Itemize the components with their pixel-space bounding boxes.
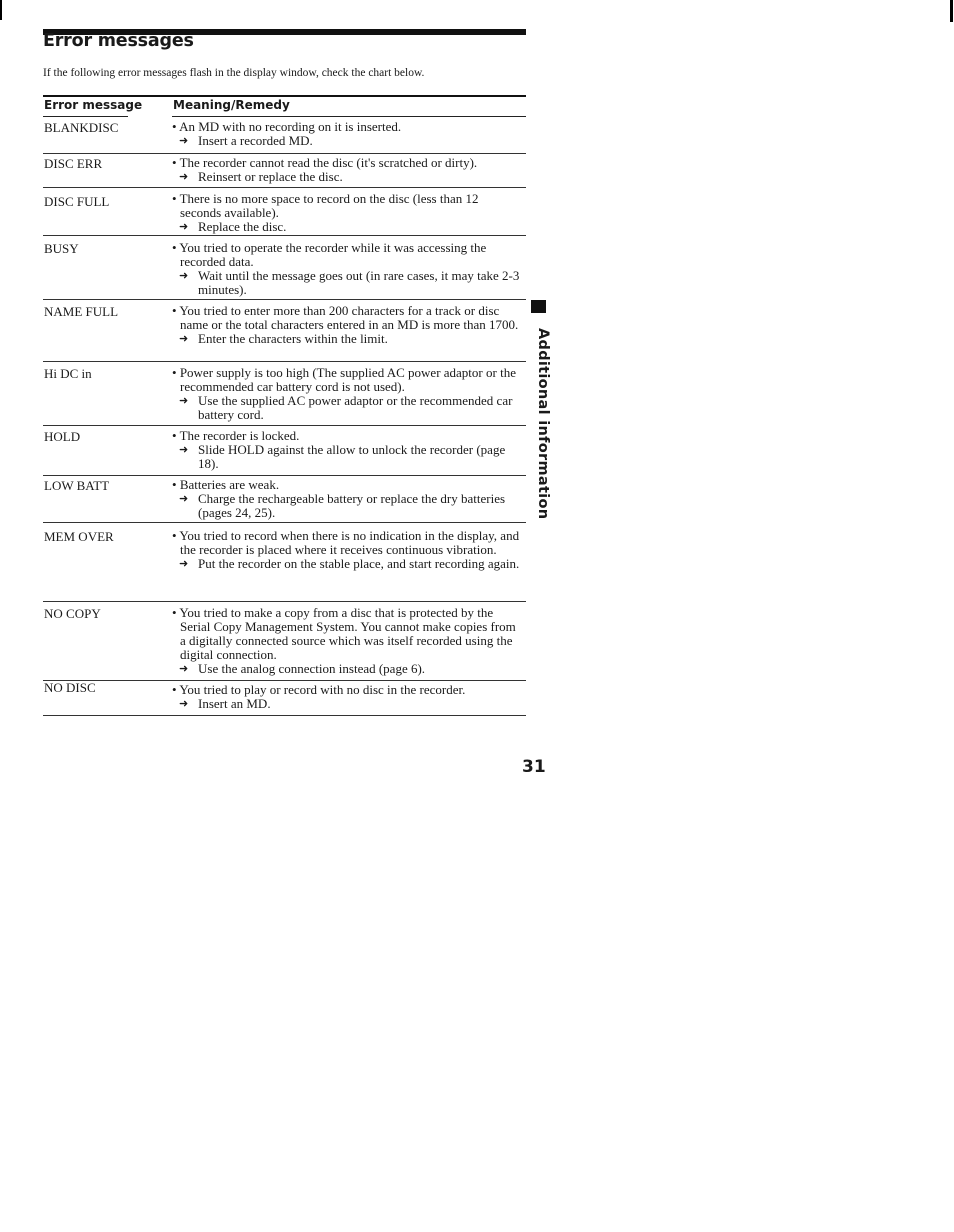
header-underline-right [172,116,526,117]
row-separator [43,601,526,602]
arrow-icon: ➜ [179,221,189,233]
edge-mark-right [950,0,953,22]
remedy-text: ➜ Wait until the message goes out (in rare cases, it may take 2-3 minutes). [179,268,520,297]
arrow-icon: ➜ [179,493,189,505]
remedy-text: ➜ Insert an MD. [179,696,271,711]
error-description [172,606,522,676]
arrow-icon: ➜ [179,171,189,183]
table-bottom-rule [43,715,526,716]
cause-text: • An MD with no recording on it is inserted. [172,119,402,134]
error-code: DISC FULL [44,194,110,209]
error-code: NO DISC [44,680,96,695]
page-number: 31 [522,757,546,777]
remedy-text: ➜ Replace the disc. [179,219,287,234]
error-code: BLANKDISC [44,120,119,135]
error-code: NAME FULL [44,304,119,319]
row-separator [43,299,526,300]
error-description [172,529,522,571]
error-description [172,304,522,346]
column-header-error-message: Error message [44,98,143,112]
row-separator [43,235,526,236]
cause-text: • The recorder is locked. [172,428,300,443]
remedy-text: ➜ Use the analog connection instead (page 6). [179,661,426,676]
error-description [172,429,522,471]
edge-mark-left [0,0,2,20]
row-separator [43,361,526,362]
header-underline-left [43,116,128,117]
cause-text: • You tried to record when there is no indication in the display, and the recorder is placed where it receives continuous vibration. [172,528,520,557]
remedy-text: ➜ Reinsert or replace the disc. [179,169,343,184]
cause-text: • You tried to enter more than 200 characters for a track or disc name or the total characters entered in an MD is more than 1700. [172,303,519,332]
error-code: LOW BATT [44,478,110,493]
cause-text: • You tried to operate the recorder while it was accessing the recorded data. [172,240,487,269]
row-separator [43,522,526,523]
arrow-icon: ➜ [179,558,189,570]
section-side-label: Additional information [535,328,551,520]
remedy-text: ➜ Slide HOLD against the allow to unlock the recorder (page 18). [179,442,506,471]
error-description [172,241,522,297]
cause-text: • Power supply is too high (The supplied AC power adaptor or the recommended car battery cord is not used). [172,365,516,394]
error-description [172,478,522,520]
row-separator [43,425,526,426]
error-code: HOLD [44,429,81,444]
error-code: Hi DC in [44,366,92,381]
page-title: Error messages [43,31,194,51]
error-description [172,366,522,422]
remedy-text: ➜ Put the recorder on the stable place, and start recording again. [179,556,520,571]
remedy-text: ➜ Enter the characters within the limit. [179,331,388,346]
row-separator [43,680,526,681]
error-code: MEM OVER [44,529,114,544]
arrow-icon: ➜ [179,270,189,282]
cause-text: • You tried to play or record with no disc in the recorder. [172,682,466,697]
column-header-meaning-remedy: Meaning/Remedy [173,98,290,112]
arrow-icon: ➜ [179,698,189,710]
remedy-text: ➜ Charge the rechargeable battery or replace the dry batteries (pages 24, 25). [179,491,506,520]
arrow-icon: ➜ [179,663,189,675]
cause-text: • Batteries are weak. [172,477,280,492]
cause-text: • You tried to make a copy from a disc that is protected by the Serial Copy Management System. You cannot make copies from a digitally connected source which was itself recorded using the digital connection. [172,605,516,662]
table-top-rule [43,95,526,97]
cause-text: • The recorder cannot read the disc (it's scratched or dirty). [172,155,478,170]
error-description [172,683,522,711]
intro-text: If the following error messages flash in the display window, check the chart below. [43,67,425,79]
arrow-icon: ➜ [179,333,189,345]
error-description [172,192,522,234]
row-separator [43,153,526,154]
section-tab-marker [531,300,546,313]
arrow-icon: ➜ [179,444,189,456]
remedy-text: ➜ Insert a recorded MD. [179,133,313,148]
error-description [172,156,522,184]
arrow-icon: ➜ [179,135,189,147]
row-separator [43,475,526,476]
row-separator [43,187,526,188]
cause-text: • There is no more space to record on the disc (less than 12 seconds available). [172,191,479,220]
error-code: DISC ERR [44,156,103,171]
arrow-icon: ➜ [179,395,189,407]
remedy-text: ➜ Use the supplied AC power adaptor or the recommended car battery cord. [179,393,513,422]
error-description [172,120,522,148]
error-code: BUSY [44,241,79,256]
error-code: NO COPY [44,606,101,621]
